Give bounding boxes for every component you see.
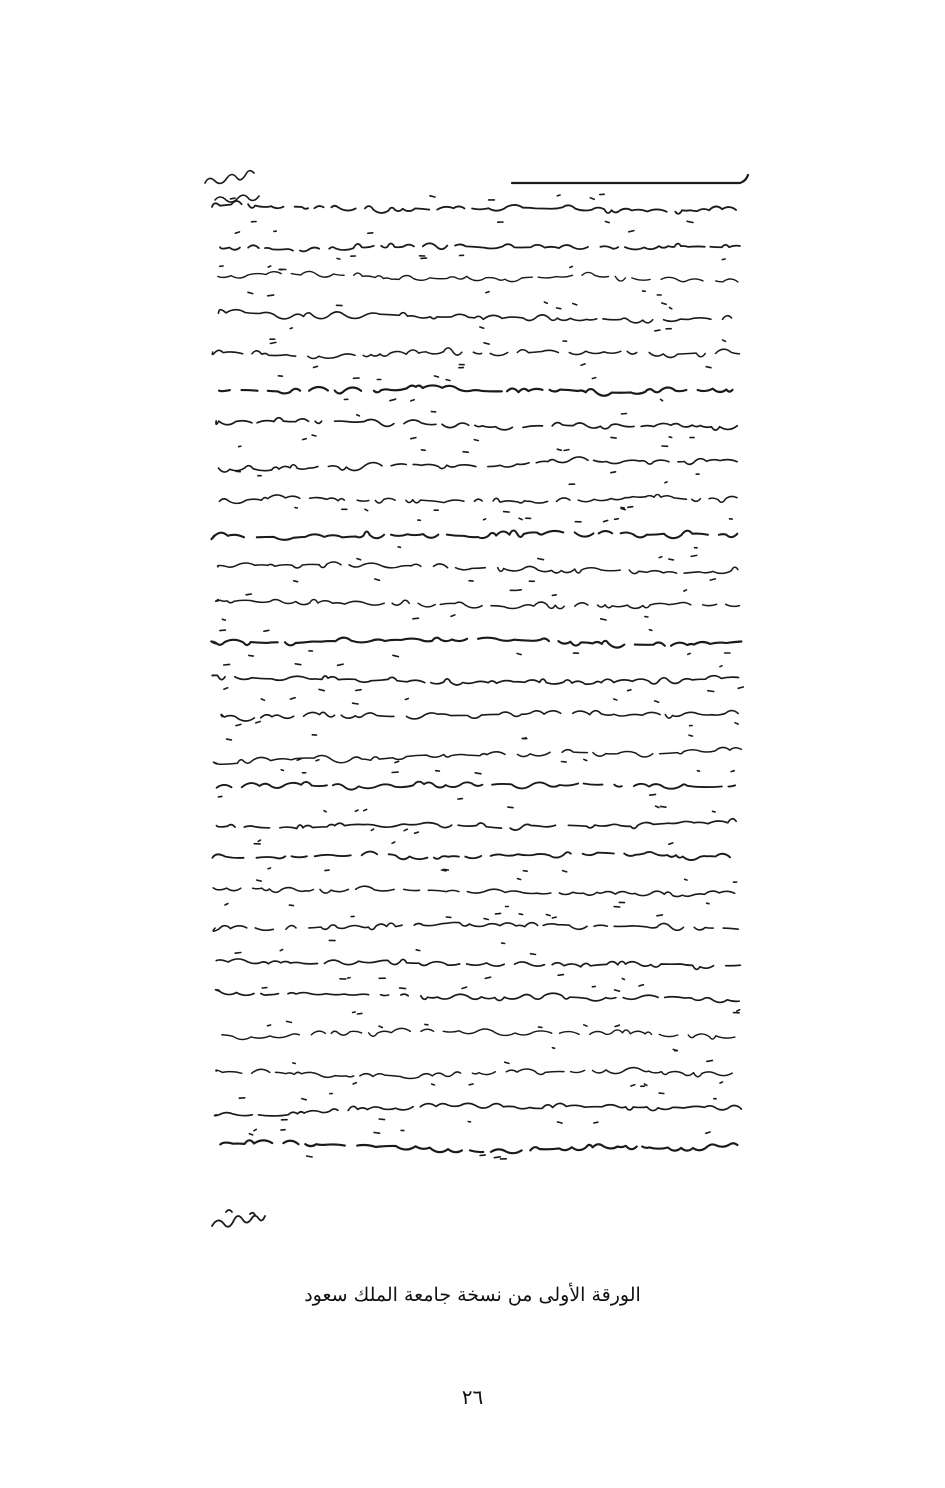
diacritic-mark xyxy=(552,595,556,596)
diacritic-mark xyxy=(413,618,419,619)
diacritic-mark xyxy=(611,437,616,438)
diacritic-mark xyxy=(508,807,513,808)
diacritic-mark xyxy=(649,630,651,631)
diacritic-mark xyxy=(463,452,468,453)
diacritic-mark xyxy=(303,439,307,440)
diacritic-mark xyxy=(661,399,663,401)
diacritic-mark xyxy=(368,233,373,234)
diacritic-mark xyxy=(738,687,743,688)
diacritic-mark xyxy=(316,760,319,761)
diacritic-mark xyxy=(395,761,399,762)
script-line xyxy=(218,562,738,574)
diacritic-mark xyxy=(302,1099,306,1100)
diacritic-mark xyxy=(416,950,420,951)
script-line xyxy=(222,1028,735,1039)
diacritic-mark xyxy=(355,810,358,811)
diacritic-mark xyxy=(614,699,617,700)
figure-caption: الورقة الأولى من نسخة جامعة الملك سعود xyxy=(304,1284,641,1306)
diacritic-mark xyxy=(590,198,594,200)
diacritic-mark xyxy=(451,615,455,617)
diacritic-mark xyxy=(486,292,489,293)
diacritic-mark xyxy=(474,440,478,441)
diacritic-mark xyxy=(258,840,260,841)
diacritic-mark xyxy=(246,594,251,595)
script-line xyxy=(219,495,737,504)
diacritic-mark xyxy=(552,1048,554,1049)
diacritic-mark xyxy=(280,950,282,951)
diacritic-mark xyxy=(357,559,361,560)
diacritic-mark xyxy=(517,654,521,655)
script-line xyxy=(212,852,730,860)
diacritic-mark xyxy=(458,799,462,800)
diacritic-mark xyxy=(639,985,643,986)
diacritic-mark xyxy=(629,231,634,232)
diacritic-mark xyxy=(710,579,715,580)
diacritic-mark xyxy=(669,843,673,844)
diacritic-mark xyxy=(660,806,666,807)
diacritic-mark xyxy=(443,869,448,870)
diacritic-mark xyxy=(505,1062,509,1063)
script-line xyxy=(216,418,737,430)
diacritic-mark xyxy=(230,198,235,199)
diacritic-mark xyxy=(584,759,587,760)
diacritic-mark xyxy=(293,1063,296,1064)
page-number: ٢٦ xyxy=(461,1385,484,1409)
diacritic-mark xyxy=(446,380,450,381)
diacritic-mark xyxy=(379,1026,382,1027)
script-line xyxy=(212,201,736,214)
diacritic-mark xyxy=(264,630,269,631)
diacritic-mark xyxy=(581,364,585,365)
diacritic-mark xyxy=(390,399,396,401)
diacritic-mark xyxy=(289,905,293,906)
diacritic-mark xyxy=(337,258,340,259)
diacritic-mark xyxy=(357,1013,362,1014)
diacritic-mark xyxy=(628,507,633,508)
diacritic-mark xyxy=(544,302,547,303)
diacritic-mark xyxy=(552,917,556,918)
diacritic-mark xyxy=(531,954,536,955)
diacritic-mark xyxy=(295,664,301,665)
script-line xyxy=(215,1103,742,1116)
diacritic-mark xyxy=(659,557,662,558)
diacritic-mark xyxy=(655,330,660,331)
diacritic-mark xyxy=(519,518,522,519)
diacritic-mark xyxy=(604,520,608,521)
diacritic-mark xyxy=(256,722,260,723)
diacritic-mark xyxy=(713,811,716,812)
diacritic-mark xyxy=(222,619,225,620)
diacritic-mark xyxy=(573,304,577,305)
diacritic-mark xyxy=(411,400,414,401)
diacritic-mark xyxy=(584,1025,587,1026)
diacritic-mark xyxy=(484,343,489,344)
diacritic-mark xyxy=(312,435,316,436)
diacritic-mark xyxy=(314,366,318,367)
diacritic-mark xyxy=(622,414,627,415)
diacritic-mark xyxy=(400,988,406,989)
diacritic-mark xyxy=(365,509,368,510)
diacritic-mark xyxy=(290,698,295,699)
diacritic-mark xyxy=(348,978,351,979)
diacritic-mark xyxy=(235,232,239,233)
diacritic-mark xyxy=(662,303,666,304)
diacritic-mark xyxy=(706,367,711,368)
diacritic-mark xyxy=(558,975,563,976)
diacritic-mark xyxy=(557,195,560,196)
diacritic-mark xyxy=(294,581,298,582)
diacritic-mark xyxy=(357,415,360,416)
diacritic-mark xyxy=(494,1157,500,1158)
diacritic-mark xyxy=(706,1132,710,1133)
diacritic-mark xyxy=(353,1083,356,1084)
diacritic-mark xyxy=(707,903,709,904)
diacritic-mark xyxy=(375,579,380,580)
diacritic-mark xyxy=(225,904,228,906)
diacritic-mark xyxy=(261,699,264,700)
diacritic-mark xyxy=(249,1134,252,1135)
script-line xyxy=(212,675,738,685)
diacritic-mark xyxy=(249,655,254,656)
script-line xyxy=(221,711,738,721)
diacritic-mark xyxy=(268,295,274,296)
diacritic-mark xyxy=(656,806,659,808)
diacritic-mark xyxy=(518,879,521,880)
diacritic-mark xyxy=(628,690,631,691)
script-line xyxy=(220,1140,737,1153)
diacritic-mark xyxy=(564,450,569,451)
diacritic-mark xyxy=(319,689,324,690)
diacritic-mark xyxy=(722,259,725,260)
diacritic-mark xyxy=(405,699,408,700)
script-line xyxy=(219,310,732,323)
diacritic-mark xyxy=(563,871,567,872)
diacritic-mark xyxy=(268,868,270,869)
diacritic-mark xyxy=(393,655,399,656)
diacritic-mark xyxy=(689,735,693,736)
diacritic-mark xyxy=(592,378,595,379)
diacritic-mark xyxy=(684,590,687,591)
script-line xyxy=(219,385,732,395)
diacritic-mark xyxy=(644,1084,647,1085)
diacritic-mark xyxy=(227,739,232,740)
script-line xyxy=(216,819,736,830)
diacritic-mark xyxy=(557,308,561,309)
diacritic-mark xyxy=(731,771,734,772)
diacritic-mark xyxy=(415,832,419,833)
diacritic-mark xyxy=(404,829,407,831)
diacritic-mark xyxy=(254,1129,256,1130)
diacritic-mark xyxy=(688,653,690,654)
diacritic-mark xyxy=(601,619,606,620)
diacritic-mark xyxy=(371,829,373,830)
diacritic-mark xyxy=(218,796,222,797)
diacritic-mark xyxy=(519,914,523,915)
script-line xyxy=(211,530,737,539)
diacritic-mark xyxy=(657,915,663,916)
diacritic-mark xyxy=(475,773,481,774)
diacritic-mark xyxy=(665,482,667,483)
script-line xyxy=(213,747,741,764)
diacritic-mark xyxy=(480,327,484,328)
diacritic-mark xyxy=(430,196,435,197)
diacritic-mark xyxy=(485,977,490,978)
diacritic-mark xyxy=(220,630,226,631)
diacritic-mark xyxy=(495,913,500,914)
diacritic-mark xyxy=(484,919,488,920)
diacritic-mark xyxy=(257,880,262,881)
heading-stroke xyxy=(512,175,748,183)
diacritic-mark xyxy=(281,770,283,771)
diacritic-mark xyxy=(615,990,620,991)
diacritic-mark xyxy=(669,308,671,309)
script-line xyxy=(213,922,738,931)
diacritic-mark xyxy=(538,559,544,560)
diacritic-mark xyxy=(707,1060,713,1061)
script-line xyxy=(215,990,739,1003)
diacritic-mark xyxy=(422,450,426,451)
diacritic-mark xyxy=(737,1010,740,1011)
manuscript-lines xyxy=(211,175,748,1159)
diacritic-mark xyxy=(324,811,326,812)
script-line xyxy=(218,271,738,281)
diacritic-mark xyxy=(687,221,693,222)
signature-mark xyxy=(212,1210,265,1227)
diacritic-mark xyxy=(287,1021,292,1022)
diacritic-mark xyxy=(631,1085,635,1086)
script-line xyxy=(217,782,736,790)
diacritic-mark xyxy=(523,871,527,872)
diacritic-mark xyxy=(570,266,573,267)
diacritic-mark xyxy=(290,328,292,329)
diacritic-mark xyxy=(517,590,521,591)
script-line xyxy=(218,457,737,472)
diacritic-mark xyxy=(268,1025,271,1026)
diacritic-mark xyxy=(611,472,616,473)
diacritic-mark xyxy=(691,555,697,556)
diacritic-mark xyxy=(364,809,367,810)
diacritic-mark xyxy=(356,690,361,691)
diacritic-mark xyxy=(723,340,726,342)
diacritic-mark xyxy=(669,559,674,560)
diacritic-mark xyxy=(650,794,656,795)
diacritic-mark xyxy=(392,842,395,843)
diacritic-mark xyxy=(325,870,329,871)
diacritic-mark xyxy=(434,376,438,377)
diacritic-mark xyxy=(268,266,271,267)
script-line xyxy=(213,886,735,896)
diacritic-mark xyxy=(338,664,344,665)
diacritic-mark xyxy=(557,449,561,450)
diacritic-mark xyxy=(655,701,659,702)
diacritic-mark xyxy=(720,1082,723,1083)
diacritic-mark xyxy=(469,1084,473,1085)
diacritic-mark xyxy=(484,519,486,520)
script-line xyxy=(216,1068,732,1079)
diacritic-mark xyxy=(685,879,687,880)
diacritic-mark xyxy=(594,1122,598,1123)
script-line xyxy=(212,348,739,359)
diacritic-mark xyxy=(462,987,467,988)
diacritic-mark xyxy=(432,1084,435,1085)
diacritic-mark xyxy=(270,342,276,343)
diacritic-mark xyxy=(353,703,359,704)
diacritic-mark xyxy=(307,1156,313,1157)
script-line xyxy=(216,599,740,608)
diacritic-mark xyxy=(236,724,241,725)
diacritic-mark xyxy=(248,292,253,293)
script-line xyxy=(211,638,741,648)
diacritic-mark xyxy=(708,691,714,692)
diacritic-mark xyxy=(697,771,699,772)
diacritic-mark xyxy=(735,723,738,724)
diacritic-mark xyxy=(720,666,722,667)
diacritic-mark xyxy=(546,915,550,916)
diacritic-mark xyxy=(379,1119,384,1120)
marginal-note xyxy=(205,171,259,202)
diacritic-mark xyxy=(562,762,567,763)
diacritic-mark xyxy=(398,547,400,548)
diacritic-mark xyxy=(615,1025,619,1026)
diacritic-mark xyxy=(224,664,230,665)
diacritic-mark xyxy=(558,1122,563,1123)
script-line xyxy=(216,959,740,969)
diacritic-mark xyxy=(622,979,624,980)
script-line xyxy=(220,243,740,251)
diacritic-mark xyxy=(235,953,241,954)
diacritic-mark xyxy=(615,519,619,520)
diacritic-mark xyxy=(411,438,416,439)
diacritic-mark xyxy=(224,688,228,689)
diacritic-mark xyxy=(239,446,241,447)
diacritic-mark xyxy=(374,1133,380,1134)
diacritic-mark xyxy=(605,222,609,223)
diacritic-mark xyxy=(523,738,526,739)
diacritic-mark xyxy=(669,437,672,438)
